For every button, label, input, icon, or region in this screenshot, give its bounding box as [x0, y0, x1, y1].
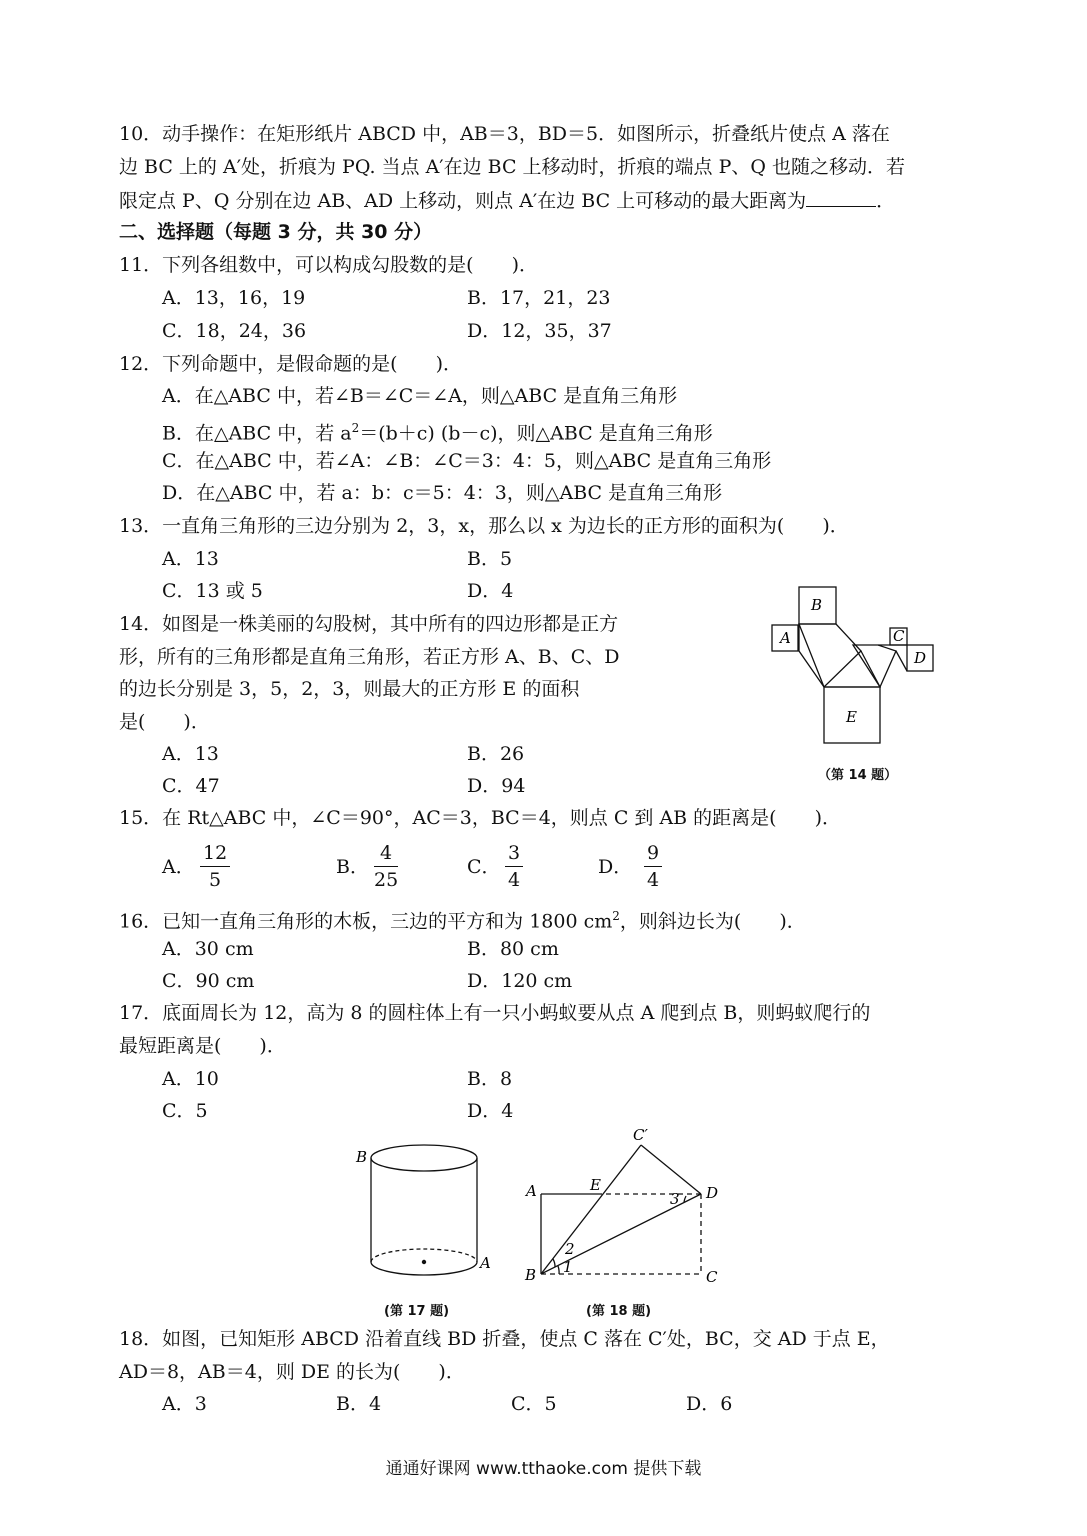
q14-option-d: D．94: [467, 775, 526, 797]
q12-option-a: A．在△ABC 中，若∠B＝∠C＝∠A，则△ABC 是直角三角形: [162, 385, 678, 407]
label-c: C: [706, 1268, 718, 1286]
q12-option-b-sup: 2: [351, 421, 360, 435]
q13-option-c: C．13 或 5: [162, 580, 263, 602]
q12-option-b: [162, 416, 713, 445]
q11-option-c: C．18，24，36: [162, 320, 307, 342]
label-b: B: [811, 596, 823, 614]
q10-line3-text: 限定点 P、Q 分别在边 AB、AD 上移动，则点 A′在边 BC 上可移动的最大距离为: [119, 190, 807, 212]
fraction-numerator: 3: [505, 840, 523, 867]
label-angle-1: 1: [563, 1258, 573, 1276]
q15-option-b-fraction: [374, 840, 398, 893]
q11-option-d: D．12，35，37: [467, 320, 612, 342]
cylinder-figure: [350, 1140, 500, 1300]
label-a: A: [780, 629, 791, 647]
q16-option-b: B．80 cm: [467, 938, 559, 960]
q17-caption: (第 17 题): [384, 1304, 450, 1319]
label-angle-3: 3: [670, 1190, 680, 1208]
q12-option-d: D．在△ABC 中，若 a：b：c＝5：4：3，则△ABC 是直角三角形: [162, 482, 723, 504]
q10-line3-end: ．: [876, 190, 896, 212]
q18-line1: 18．如图，已知矩形 ABCD 沿着直线 BD 折叠，使点 C 落在 C′处，BC，交 AD 于点 E，: [119, 1328, 890, 1350]
q16-stem: [119, 904, 806, 933]
q16-option-a: A．30 cm: [162, 938, 254, 960]
q12-option-c: C．在△ABC 中，若∠A：∠B：∠C＝3：4：5，则△ABC 是直角三角形: [162, 450, 772, 472]
label-cprime: C′: [633, 1126, 648, 1144]
q10-line2: 边 BC 上的 A′处，折痕为 PQ. 当点 A′在边 BC 上移动时，折痕的端点 P、Q 也随之移动．若: [119, 156, 905, 178]
angle-1-arc: [558, 1266, 559, 1274]
square-left: [799, 624, 861, 687]
q18-option-d: D．6: [686, 1393, 733, 1415]
q14-option-b: B．26: [467, 743, 525, 765]
fraction-numerator: 9: [644, 840, 662, 867]
q11-option-b: B．17，21，23: [467, 287, 611, 309]
q14-option-a: A．13: [162, 743, 219, 765]
fraction-denominator: 5: [209, 869, 222, 891]
q14-line3: 的边长分别是 3，5，2，3，则最大的正方形 E 的面积: [119, 678, 580, 700]
q13-option-b: B．5: [467, 548, 513, 570]
label-b: B: [356, 1148, 368, 1166]
q13-option-a: A．13: [162, 548, 219, 570]
angle-2-arc: [553, 1259, 555, 1267]
q18-line2: AD＝8，AB＝4，则 DE 的长为( )．: [119, 1361, 465, 1383]
q14-line2: 形，所有的三角形都是直角三角形，若正方形 A、B、C、D: [119, 646, 620, 668]
q17-option-c: C．5: [162, 1100, 208, 1122]
side-cprime-d: [641, 1145, 701, 1194]
q18-option-c: C．5: [511, 1393, 557, 1415]
q11-option-a: A．13，16，19: [162, 287, 306, 309]
q17-line1: 17．底面周长为 12，高为 8 的圆柱体上有一只小蚂蚁要从点 A 爬到点 B，则蚂蚁爬行的: [119, 1002, 871, 1024]
edge-line: [896, 651, 907, 671]
q15-option-a-label: A．: [162, 856, 195, 878]
label-a: A: [526, 1182, 537, 1200]
q18-option-a: A．3: [162, 1393, 207, 1415]
q12-option-b-post: ＝(b＋c) (b－c)，则△ABC 是直角三角形: [359, 422, 713, 445]
q15-option-d-fraction: [644, 840, 662, 893]
q13-option-d: D．4: [467, 580, 514, 602]
answer-blank: [806, 188, 876, 207]
q17-option-a: A．10: [162, 1068, 219, 1090]
section-title: 二、选择题（每题 3 分，共 30 分）: [119, 221, 433, 243]
q14-line4: 是( )．: [119, 711, 210, 733]
q16-option-d: D．120 cm: [467, 970, 573, 992]
q16-stem-post: ，则斜边长为( )．: [619, 910, 806, 933]
q15-option-c-fraction: [505, 840, 523, 893]
q15-stem: 15．在 Rt△ABC 中，∠C＝90°，AC＝3，BC＝4，则点 C 到 AB 的距离是( )．: [119, 807, 842, 829]
q17-option-d: D．4: [467, 1100, 514, 1122]
fraction-denominator: 25: [374, 869, 399, 891]
q14-caption: （第 14 题）: [818, 768, 898, 783]
label-angle-2: 2: [565, 1240, 575, 1258]
q16-stem-sup: 2: [612, 909, 620, 923]
q10-line1: 10．动手操作：在矩形纸片 ABCD 中，AB＝3，BD＝5．如图所示，折叠纸片使点 A 落在: [119, 123, 890, 145]
cylinder-top: [371, 1145, 477, 1171]
q16-option-c: C．90 cm: [162, 970, 255, 992]
fraction-denominator: 4: [647, 869, 660, 891]
fraction-numerator: 4: [374, 840, 398, 867]
q18-option-b: B．4: [336, 1393, 382, 1415]
label-d: D: [706, 1184, 719, 1202]
q17-line2: 最短距离是( )．: [119, 1035, 286, 1057]
base-triangle: [824, 651, 880, 687]
folded-rectangle-figure: [520, 1120, 730, 1290]
square-right: [853, 645, 896, 687]
pythagoras-tree-figure: [765, 580, 940, 750]
fraction-numerator: 12: [200, 840, 230, 867]
page-footer: 通通好课网 www.tthaoke.com 提供下载: [385, 1459, 702, 1479]
center-dot: [422, 1260, 426, 1264]
label-c: C: [893, 627, 905, 645]
q12-stem: 12．下列命题中，是假命题的是( )．: [119, 353, 463, 375]
q10-line3: [119, 188, 895, 213]
q14-line1: 14．如图是一株美丽的勾股树，其中所有的四边形都是正方: [119, 613, 619, 635]
label-a: A: [480, 1254, 491, 1272]
q18-caption: (第 18 题): [586, 1304, 652, 1319]
q16-stem-pre: 16．已知一直角三角形的木板，三边的平方和为 1800 cm: [119, 910, 613, 933]
q15-option-b-label: B．: [336, 856, 369, 878]
label-e: E: [846, 708, 857, 726]
side-bcprime: [541, 1145, 641, 1274]
q15-option-c-label: C．: [467, 856, 501, 878]
q12-option-b-pre: B．在△ABC 中，若 a: [162, 422, 352, 445]
label-b: B: [525, 1266, 537, 1284]
q15-option-d-label: D．: [598, 856, 633, 878]
q17-option-b: B．8: [467, 1068, 513, 1090]
label-e: E: [590, 1176, 601, 1194]
q15-option-a-fraction: [200, 840, 230, 893]
q13-stem: 13．一直角三角形的三边分别为 2，3，x，那么以 x 为边长的正方形的面积为( )．: [119, 515, 849, 537]
label-d: D: [914, 649, 927, 667]
fraction-denominator: 4: [508, 869, 521, 891]
q11-stem: 11．下列各组数中，可以构成勾股数的是( )．: [119, 254, 539, 276]
q14-option-c: C．47: [162, 775, 220, 797]
